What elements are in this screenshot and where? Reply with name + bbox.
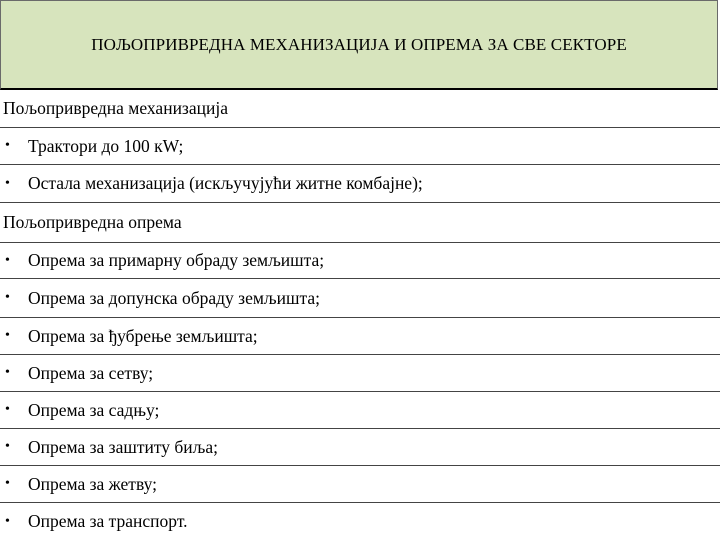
bullet-icon: • <box>5 290 10 305</box>
bullet-icon: • <box>5 252 10 268</box>
list-item <box>0 318 720 355</box>
list-item <box>0 392 720 429</box>
list-item-label: Опрема за сетву; <box>28 362 154 383</box>
list-item <box>0 355 720 392</box>
bullet-icon: • <box>5 513 10 529</box>
list-item <box>0 429 720 466</box>
bullet-icon: • <box>5 476 10 491</box>
list-item-label: Опрема за жетву; <box>28 473 157 494</box>
list-item-label: Остала механизација (искључујући житне комбајне); <box>28 173 423 193</box>
list-item-label: Трактори до 100 кW; <box>28 135 184 156</box>
list-item <box>0 503 720 540</box>
bullet-icon: • <box>5 439 10 454</box>
bullet-icon: • <box>5 402 10 417</box>
page-title: ПОЉОПРИВРЕДНА МЕХАНИЗАЦИЈА И ОПРЕМА ЗА СВЕ СЕКТОРЕ <box>91 34 627 54</box>
bullet-icon: • <box>5 365 10 380</box>
list-item-label: Опрема за допунска обраду земљишта; <box>28 287 320 308</box>
bullet-icon: • <box>5 138 10 153</box>
list-item-label: Опрема за заштиту биља; <box>28 436 219 457</box>
list-item-label: Опрема за садњу; <box>28 399 160 420</box>
list-item <box>0 466 720 503</box>
section-heading-mechanization <box>0 90 720 128</box>
list-item <box>0 243 720 279</box>
list-item-label: Опрема за ђубрење земљишта; <box>28 325 258 346</box>
section-heading-label: Пољопривредна опрема <box>3 212 182 232</box>
bullet-icon: • <box>5 328 10 343</box>
bullet-icon: • <box>5 175 10 191</box>
list-item <box>0 279 720 318</box>
list-item <box>0 165 720 203</box>
section-heading-label: Пољопривредна механизација <box>3 98 228 118</box>
table-header <box>0 0 718 90</box>
list-item-label: Опрема за примарну обраду земљишта; <box>28 250 325 270</box>
section-heading-equipment <box>0 203 720 243</box>
list-item-label: Опрема за транспорт. <box>28 511 188 531</box>
list-item <box>0 128 720 165</box>
